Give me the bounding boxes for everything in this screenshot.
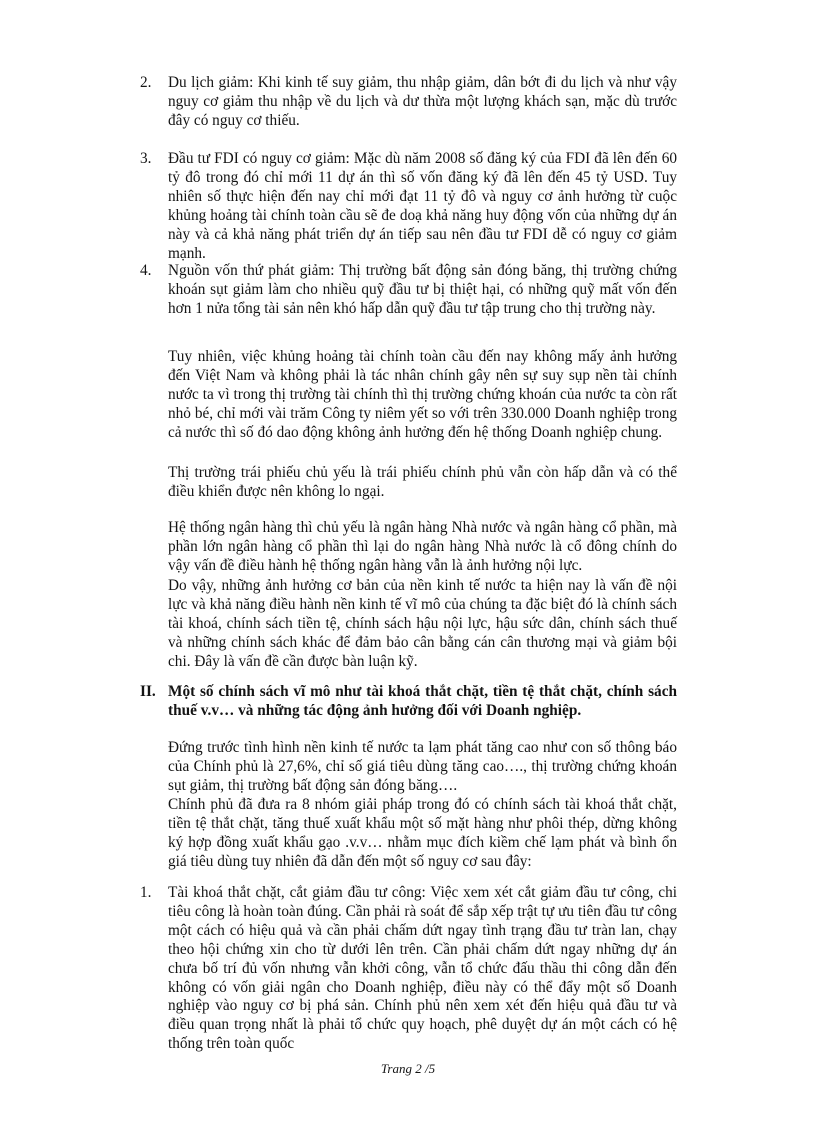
list-item-1 [140,884,677,1054]
paragraph-text: Hệ thống ngân hàng thì chủ yếu là ngân hàng Nhà nước và ngân hàng cổ phần, mà phần lớn ngân hàng cổ phần thì lại do ngân hàng Nhà nước là cổ đông chính do vậy vấn đề điều hành hệ thống ngân hàng vẫn là ảnh hưởng nội lực. [168,519,677,574]
paragraph-text: Đứng trước tình hình nền kinh tế nước ta lạm phát tăng cao như con số thông báo của Chính phủ là 27,6%, chỉ số giá tiêu dùng tăng cao…., thị trường chứng khoán sụt giảm, thị trường bất động sản đóng băng…. [168,739,677,794]
paragraph [168,577,677,672]
paragraph [168,739,677,796]
paragraph [168,348,677,443]
page-footer: Trang 2 /5 [380,1061,436,1076]
paragraph [168,796,677,872]
list-number: 2. [140,74,152,91]
section-number: II. [140,683,156,700]
section-title: Một số chính sách vĩ mô như tài khoá thắt chặt, tiền tệ thắt chặt, chính sách thuế v.v… và những tác động ảnh hưởng đối với Doanh nghiệp. [168,683,677,719]
list-item-4 [140,262,677,319]
list-item-text: Đầu tư FDI có nguy cơ giảm: Mặc dù năm 2008 số đăng ký của FDI đã lên đến 60 tỷ đô trong đó chỉ mới 11 dự án thì số vốn đăng ký đã lên đến 45 tỷ USD. Tuy nhiên số thực hiện đến nay chỉ mới đạt 11 tỷ đô và nguy cơ ảnh hưởng từ cuộc khủng hoảng tài chính toàn cầu sẽ đe doạ khả năng huy động vốn của những dự án này và cả khả năng phát triển dự án tiếp sau nên đầu tư FDI dễ có nguy cơ giảm mạnh. [168,150,677,262]
list-number: 1. [140,884,152,901]
list-number: 3. [140,150,152,167]
paragraph [168,519,677,576]
list-item-3 [140,150,677,263]
section-heading [140,683,677,721]
paragraph-text: Thị trường trái phiếu chủ yếu là trái phiếu chính phủ vẫn còn hấp dẫn và có thể điều khiển được nên không lo ngại. [168,464,677,500]
paragraph-text: Do vậy, những ảnh hưởng cơ bản của nền kinh tế nước ta hiện nay là vấn đề nội lực và khả năng điều hành nền kinh tế vĩ mô của chúng ta đặc biệt đó là chính sách tài khoá, chính sách tiền tệ, chính sách hậu nội lực, hậu sức dân, chính sách thuế và những chính sách khác để đảm bảo cân bằng cán cân thương mại và giảm bội chi. Đây là vấn đề cần được bàn luận kỹ. [168,577,677,670]
paragraph-text: Tuy nhiên, việc khủng hoảng tài chính toàn cầu đến nay không mấy ảnh hưởng đến Việt Nam và không phải là tác nhân chính gây nên sự suy sụp nền tài chính nước ta vì trong thị trường tài chính thì thị trường chứng khoán của nước ta còn rất nhỏ bé, chỉ mới vài trăm Công ty niêm yết so với trên 330.000 Doanh nghiệp trong cả nước thì số đó dao động không ảnh hưởng đến hệ thống Doanh nghiệp chung. [168,348,677,441]
paragraph-text: Chính phủ đã đưa ra 8 nhóm giải pháp trong đó có chính sách tài khoá thắt chặt, tiền tệ thắt chặt, tăng thuế xuất khẩu một số mặt hàng như phôi thép, dừng không ký hợp đồng xuất khẩu gạo .v.v… nhằm mục đích kiềm chế lạm phát và bình ổn giá tiêu dùng tuy nhiên đã dẫn đến một số nguy cơ sau đây: [168,796,677,870]
list-item-text: Du lịch giảm: Khi kinh tế suy giảm, thu nhập giảm, dân bớt đi du lịch và như vậy nguy cơ giảm thu nhập về du lịch và dư thừa một lượng khách sạn, mặc dù trước đây có nguy cơ thiếu. [168,74,677,129]
list-item-text: Tài khoá thắt chặt, cắt giảm đầu tư công: Việc xem xét cắt giảm đầu tư công, chi tiêu công là hoàn toàn đúng. Cần phải rà soát để sắp xếp trật tự ưu tiên đầu tư công một cách có hiệu quả và cần phải chấm dứt ngay tình trạng đầu tư tràn lan, chạy theo hội chứng xin cho từ dưới lên trên. Cần phải chấm dứt ngay những dự án chưa bố trí đủ vốn nhưng vẫn khởi công, vẫn tổ chức đấu thầu thi công dẫn đến không có vốn giải ngân cho Doanh nghiệp, điều này có thể đẩy một số Doanh nghiệp vào nguy cơ bị phá sản. Chính phủ nên xem xét đến hiệu quả đầu tư và điều quan trọng nhất là phải tổ chức quy hoạch, phê duyệt dự án một cách có hệ thống trên toàn quốc [168,884,677,1053]
list-item-2 [140,74,677,131]
list-number: 4. [140,262,152,279]
paragraph [168,464,677,502]
list-item-text: Nguồn vốn thứ phát giảm: Thị trường bất động sản đóng băng, thị trường chứng khoán sụt giảm làm cho nhiều quỹ đầu tư bị thiệt hại, có những quỹ mất vốn đến hơn 1 nửa tổng tài sản nên khó hấp dẫn quỹ đầu tư tập trung cho thị trường này. [168,262,677,317]
